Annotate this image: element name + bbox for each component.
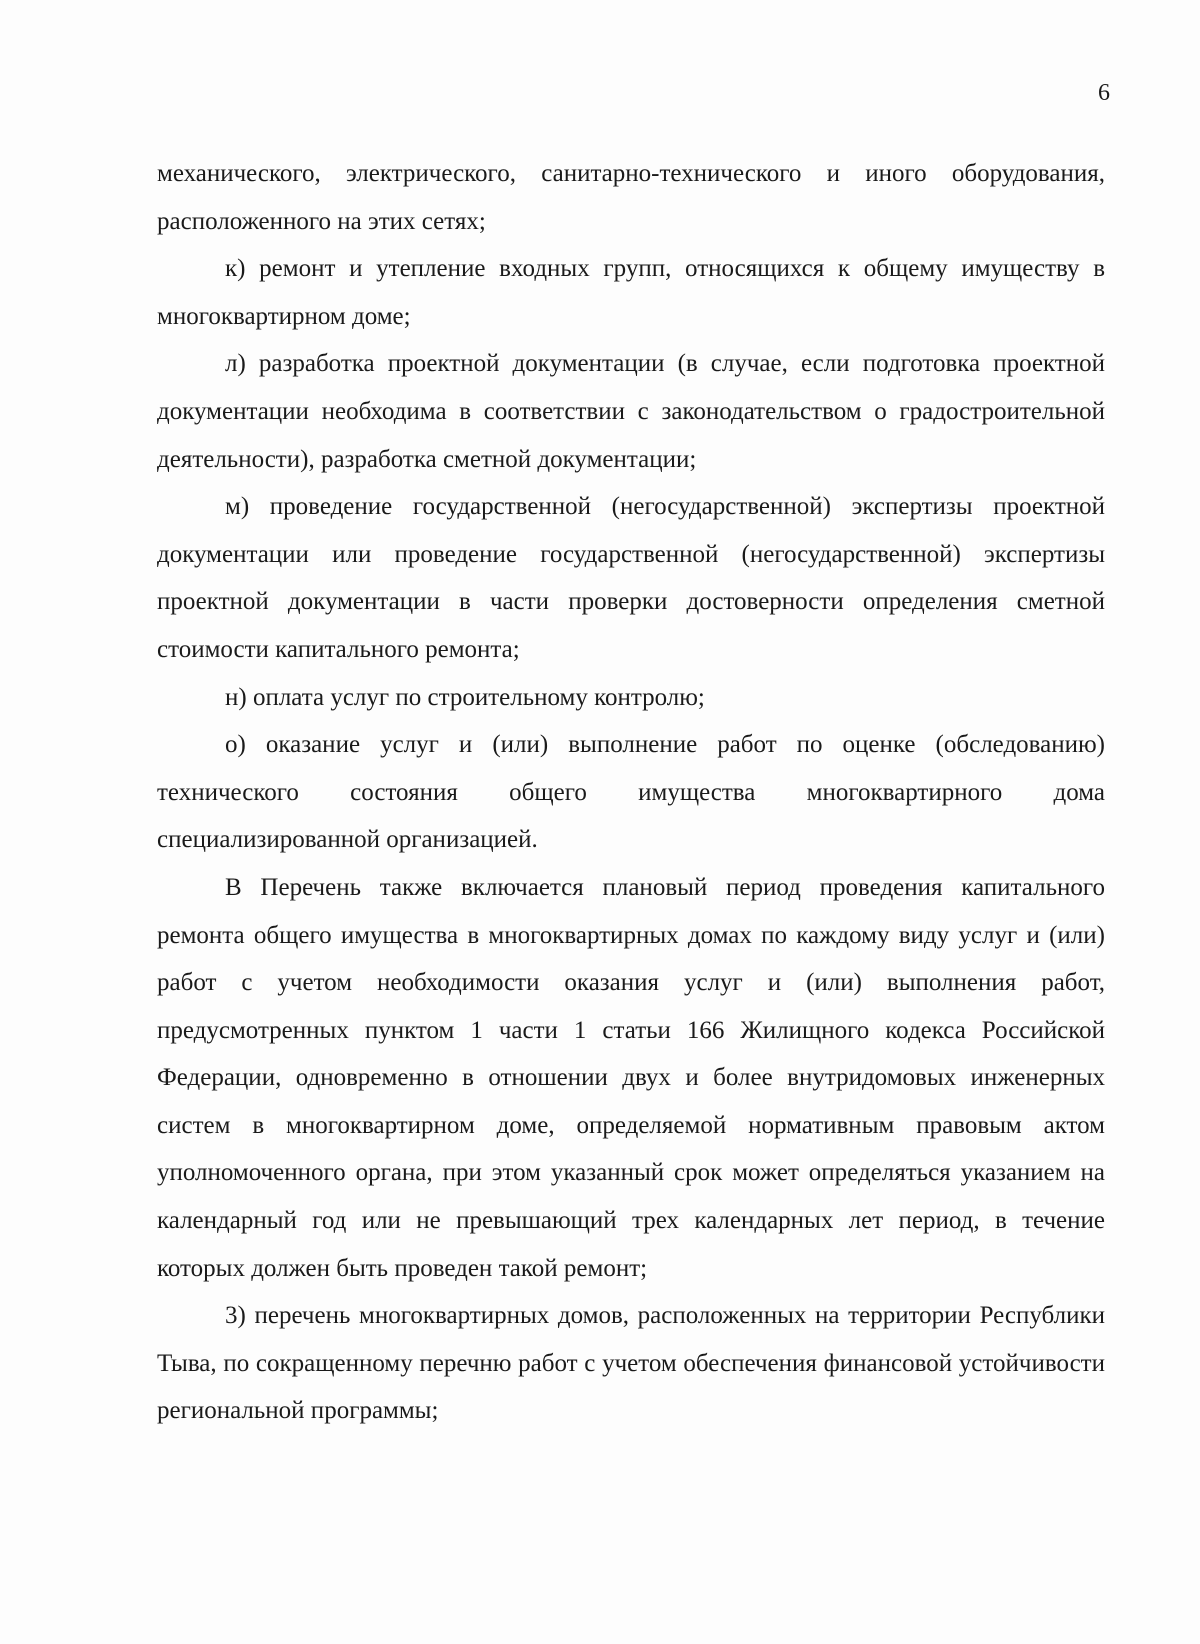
list-item-k: к) ремонт и утепление входных групп, относящихся к общему имуществу в многоквартирном доме; [157,255,1105,330]
list-item-m: м) проведение государственной (негосударственной) экспертизы проектной документации или проведение государственной (негосударственной) экспертизы проектной документации в части проверки достоверности определения сметной стоимости капитального ремонта; [157,493,1105,663]
page-number: 6 [1098,80,1110,106]
document-body [157,150,1105,1435]
list-item-3: 3) перечень многоквартирных домов, расположенных на территории Республики Тыва, по сокращенному перечню работ с учетом обеспечения финансовой устойчивости региональной программы; [157,1302,1105,1425]
list-item-l: л) разработка проектной документации (в случае, если подготовка проектной документации необходима в соответствии с законодательством о градостроительной деятельности), разработка сметной документации; [157,350,1105,473]
list-item-o: о) оказание услуг и (или) выполнение работ по оценке (обследованию) технического состояния общего имущества многоквартирного дома специализированной организацией. [157,731,1105,854]
list-item-n: н) оплата услуг по строительному контролю; [225,683,705,711]
paragraph-planned-period: В Перечень также включается плановый период проведения капитального ремонта общего имущества в многоквартирных домах по каждому виду услуг и (или) работ с учетом необходимости оказания услуг и (или) выполнения работ, предусмотренных пунктом 1 части 1 статьи 166 Жилищного кодекса Российской Федерации, одновременно в отношении двух и более внутридомовых инженерных систем в многоквартирном доме, определяемой нормативным правовым актом уполномоченного органа, при этом указанный срок может определяться указанием на календарный год или не превышающий трех календарных лет период, в течение которых должен быть проведен такой ремонт; [157,873,1105,1282]
paragraph-continuation-equipment: механического, электрического, санитарно-технического и иного оборудования, расположенного на этих сетях; [157,160,1105,235]
